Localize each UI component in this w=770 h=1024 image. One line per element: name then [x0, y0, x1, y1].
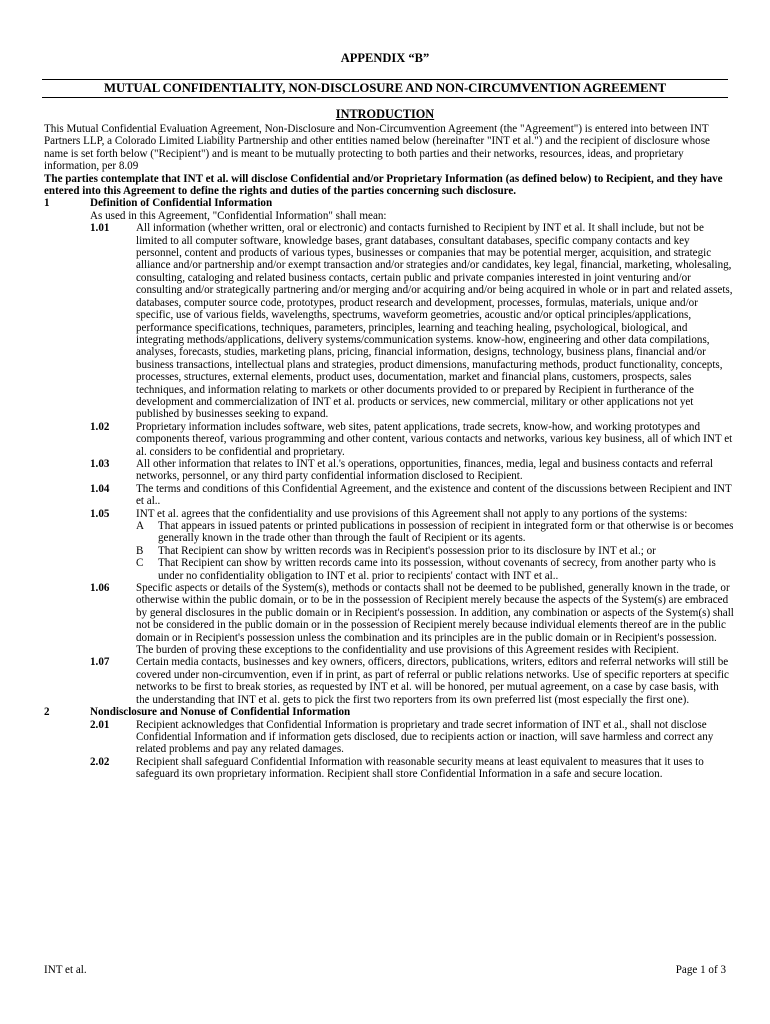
clause-number: 2.02: [90, 755, 110, 768]
clause-text: Recipient acknowledges that Confidential Information is proprietary and trade secret information of INT et al., shall not disclose Confidential Information and if information gets disclosed, due to recipients action or inaction, will save harmless and correct any related problems and pay any related damages.: [136, 718, 714, 756]
title-top-rule: [42, 79, 728, 80]
section-2-heading: [44, 706, 734, 718]
section-number: 2: [44, 706, 50, 719]
appendix-heading: APPENDIX “B”: [340, 51, 430, 65]
sub-clause-text: That Recipient can show by written records was in Recipient's possession prior to its disclosure by INT et al.; or: [158, 544, 656, 557]
footer-left: INT et al.: [44, 964, 87, 976]
clause-number: 1.03: [90, 457, 110, 470]
clause-item: [90, 756, 734, 781]
clause-text: Certain media contacts, businesses and key owners, officers, directors, publications, writers, editors and referral networks will still be covered under non-circumvention, even if in print, as part of referral or public relations networks. Use of specific reporters at specific networks to be first to break stories, as requested by INT et al. will be honored, per mutual agreement, on a case by case basis, with the understanding that INT et al. gets to pick the first two reporters from its own preferred list (most especially the first one).: [136, 656, 729, 706]
intro-paragraph: This Mutual Confidential Evaluation Agreement, Non-Disclosure and Non-Circumvention Agreement (the "Agreement") is entered into between INT Partners LLP, a Colorado Limited Liability Partnership and other entities named below (hereinafter "INT et al.") and the recipient of disclosure whose name is set forth below ("Recipient") and is meant to be mutually protecting to both parties and their networks, resources, ideas, and proprietary information, per 8.09: [44, 123, 710, 173]
sub-clause-letter: B: [136, 544, 144, 557]
sub-clause: [136, 557, 734, 582]
clause-item: [90, 421, 734, 458]
clause-text: Proprietary information includes software, web sites, patent applications, trade secrets, know-how, and working prototypes and components thereof, various programming and other content, various contacts and networks, various key business, all of which INT et al. considers to be confidential and proprietary.: [136, 420, 733, 458]
document-body: [44, 123, 734, 781]
sub-clause: [136, 520, 734, 545]
clause-text: All other information that relates to INT et al.'s operations, opportunities, finances, media, legal and business contacts and referral networks, personnel, or any third party confidential information disclosed to Recipient.: [136, 457, 713, 483]
section-number: 1: [44, 197, 50, 210]
clause-number: 1.06: [90, 582, 110, 595]
section-2-items: [44, 719, 734, 781]
clause-text: Specific aspects or details of the System(s), methods or contacts shall not be deemed to be published, generally known in the trade, or otherwise within the public domain, or to be in the possession of Recipient merely because the aspects of the System(s) are embraced by general disclosures in the public domain or in Recipient's possession. In addition, any combination or aspects of the System(s) shall not be considered in the public domain or in the possession of Recipient merely because individual elements thereof are in the public domain or in Recipient's possession unless the combination and its principles are in the public domain or in Recipient's possession. The burden of proving these exceptions to the confidentiality and use provisions of this Agreement resides with Recipient.: [136, 582, 734, 657]
clause-item: [90, 582, 734, 656]
clause-number: 1.05: [90, 507, 110, 520]
clause-number: 1.07: [90, 656, 110, 669]
clause-item: [90, 656, 734, 706]
clause-item: [90, 483, 734, 508]
page-number: Page 1 of 3: [675, 964, 726, 976]
clause-number: 1.04: [90, 482, 110, 495]
sub-clause-text: That Recipient can show by written records came into its possession, without covenants of secrecy, from another party who is under no confidentiality obligation to INT et al. prior to recipients' contact with INT et al..: [158, 557, 716, 582]
section-title: Nondisclosure and Nonuse of Confidential Information: [90, 706, 351, 719]
clause-item: [90, 222, 734, 421]
sub-clause-text: That appears in issued patents or printed publications in possession of recipient in integrated form or that otherwise is or becomes generally known in the trade other than through the fault of Recipient or its agents.: [158, 520, 734, 545]
intro-bold-paragraph: The parties contemplate that INT et al. will disclose Confidential and/or Proprietary Information (as defined below) to Recipient, and they have entered into this Agreement to define the rights and duties of the parties concerning such disclosure.: [44, 172, 723, 198]
sub-clause-letter: A: [136, 520, 145, 532]
sub-clause: [136, 545, 734, 557]
section-title: Definition of Confidential Information: [90, 197, 273, 210]
introduction-heading: INTRODUCTION: [335, 107, 435, 121]
clause-text: INT et al. agrees that the confidentiality and use provisions of this Agreement shall not apply to any portions of the systems:: [136, 507, 688, 520]
clause-item: [90, 458, 734, 483]
clause-number: 2.01: [90, 718, 110, 731]
title-bottom-rule: [42, 97, 728, 98]
clause-text: All information (whether written, oral or electronic) and contacts furnished to Recipient by INT et al. It shall include, but not be limited to all computer software, knowledge bases, grant databases, consultant databases, specific company contacts and key personnel, content and products of various types, businesses or companies that may be potential merger, acquisition, and strategic alliance and/or partnership and/or exempt transaction and/or strategies and/or candidates, key legal, financial, marketing, wholesaling, consulting, cataloging and related business contacts, certain public and private companies interested in joint venturing and/or consulting and/or strategically partnering and/or merging and/or acquiring and/or being acquired in whole or in part and related assets, databases, computer source code, prototypes, product research and development, processes, formulas, materials, unique and/or specific, use of various fields, wavelengths, spectrums, waveform geometries, acoustic and/or optical principles/applications, performance specifications, techniques, parameters, principles, learning and teaching healing, psychological, biological, and integrating methods/applications, delivery systems/communication systems. know-how, engineering and other data compilations, analyses, forecasts, studies, marketing plans, pricing, financial information, designs, technology, business plans, financial and/or business transactions, intellectual plans and strategies, product dimensions, manufacturing methods, product functionality, concepts, processes, structures, external elements, product uses, documentation, market and financial plans, customers, prospects, sales techniques, and information relating to markets or other documents provided to or prepared by Recipient in furtherance of the development and commercialization of INT et al. products or services, new commercial, military or other applications not yet published by businesses seeking to expand.: [136, 222, 733, 421]
section-1-subitems: [44, 520, 734, 582]
clause-number: 1.02: [90, 420, 110, 433]
clause-number: 1.01: [90, 222, 110, 235]
section-1-items-after: [44, 582, 734, 706]
sub-clause-letter: C: [136, 557, 144, 570]
clause-text: The terms and conditions of this Confidential Agreement, and the existence and content of the discussions between Recipient and INT et al..: [136, 482, 732, 508]
section-1-items: [44, 222, 734, 520]
section-1-heading: [44, 197, 734, 209]
agreement-title: MUTUAL CONFIDENTIALITY, NON-DISCLOSURE AND NON-CIRCUMVENTION AGREEMENT: [103, 81, 667, 95]
clause-item: [90, 508, 734, 520]
section-1-lead: As used in this Agreement, "Confidential Information" shall mean:: [90, 209, 387, 222]
clause-item: [90, 719, 734, 756]
clause-text: Recipient shall safeguard Confidential Information with reasonable security means at least equivalent to measures that it uses to safeguard its own proprietary information. Recipient shall store Confidential Information in a safe and secure location.: [136, 755, 704, 781]
